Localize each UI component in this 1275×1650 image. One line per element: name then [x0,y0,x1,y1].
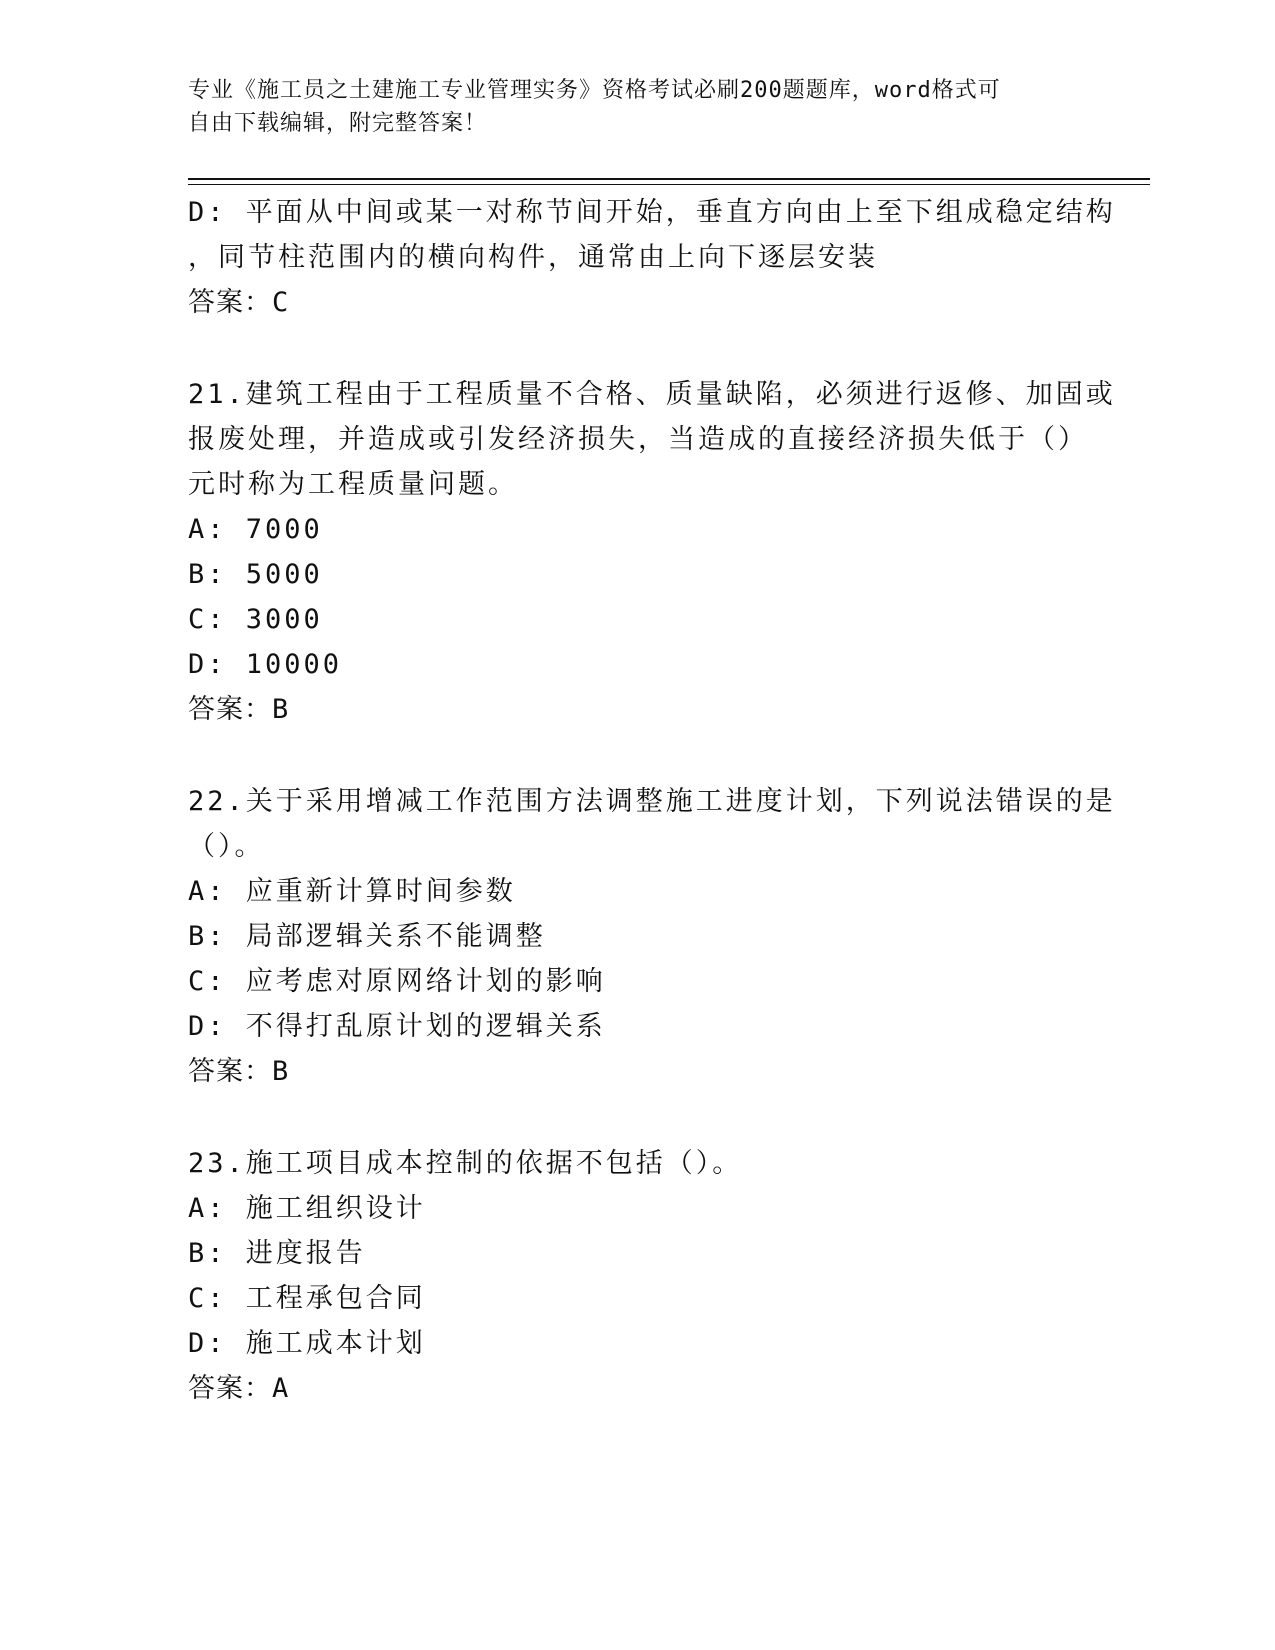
option-b: B: 局部逻辑关系不能调整 [188,921,546,952]
option-a: A: 应重新计算时间参数 [188,876,516,907]
answer-line: 答案：B [188,1056,290,1087]
question-stem-line-2: （）。 [188,831,265,862]
question-stem-line-2: 报废处理，并造成或引发经济损失，当造成的直接经济损失低于（） [188,424,1088,455]
question-stem-line-3: 元时称为工程质量问题。 [188,469,518,500]
header-line-2: 自由下载编辑，附完整答案！ [188,111,488,136]
answer-line: 答案：B [188,694,290,725]
option-d-line-2: ，同节柱范围内的横向构件，通常由上向下逐层安装 [188,242,878,273]
option-d: D: 不得打乱原计划的逻辑关系 [188,1011,606,1042]
answer-line: 答案：A [188,1373,290,1404]
question-block-23 [188,1141,1088,1411]
header-line-1: 专业《施工员之土建施工专业管理实务》资格考试必刷200题题库，word格式可 [188,78,1001,103]
option-c: C: 3000 [188,604,323,635]
spacer [188,1094,1088,1141]
spacer [188,732,1088,779]
option-d-line-1: D: 平面从中间或某一对称节间开始，垂直方向由上至下组成稳定结构 [188,197,1116,228]
question-block-21 [188,372,1116,732]
option-c: C: 工程承包合同 [188,1283,426,1314]
option-b: B: 进度报告 [188,1238,366,1269]
option-a: A: 7000 [188,514,323,545]
option-a: A: 施工组织设计 [188,1193,426,1224]
spacer [188,325,1088,372]
header-rule-thick [188,178,1150,180]
question-stem-line-1: 23.施工项目成本控制的依据不包括（）。 [188,1148,743,1179]
question-stem-line-1: 22.关于采用增减工作范围方法调整施工进度计划，下列说法错误的是 [188,786,1116,817]
option-b: B: 5000 [188,559,323,590]
option-d: D: 10000 [188,649,343,680]
option-c: C: 应考虑对原网络计划的影响 [188,966,606,997]
header-rule-thin [188,184,1150,185]
question-stem-line-1: 21.建筑工程由于工程质量不合格、质量缺陷，必须进行返修、加固或 [188,379,1116,410]
answer-line: 答案：C [188,287,290,318]
question-block-22 [188,779,1116,1094]
question-list [188,190,1116,1411]
option-d: D: 施工成本计划 [188,1328,426,1359]
question-block-prev [188,190,1116,325]
document-header [188,74,1068,140]
